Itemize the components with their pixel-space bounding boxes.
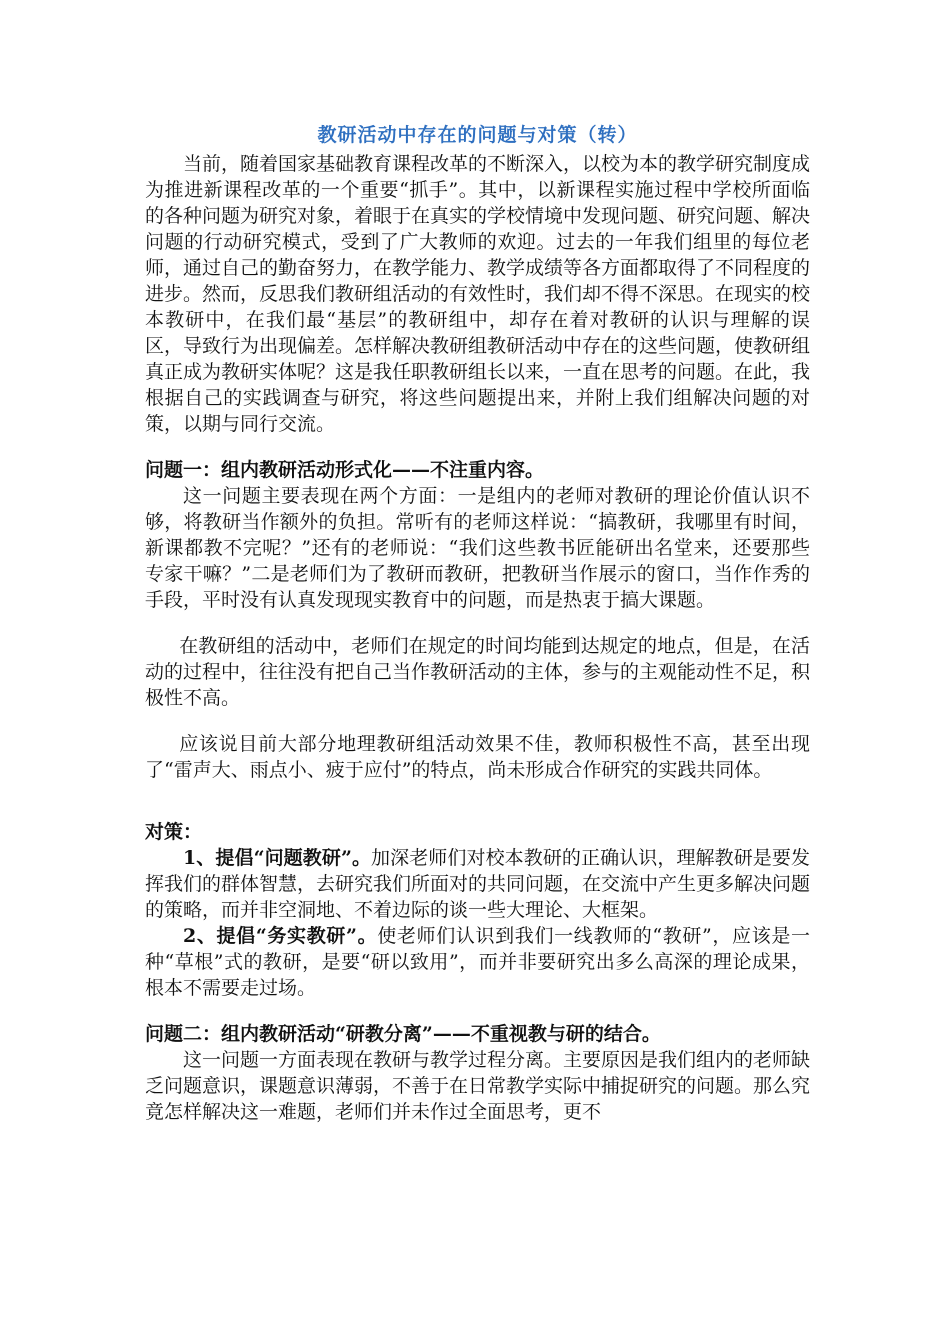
spacer (145, 783, 810, 819)
spacer (145, 437, 810, 457)
document-title: 教研活动中存在的问题与对策（转） (317, 124, 638, 146)
countermeasure-item-2-label: 2、提倡“务实教研”。 (183, 925, 378, 947)
countermeasure-item-1-text: 加深老师们对校本教研的正确认识，理解教研是要发挥我们的群体智慧，去研究我们所面对的共同问题，在交流中产生更多解决问题的策略，而并非空洞地、不着边际的谈一些大理论、大框架。 (145, 847, 811, 921)
problem2-heading: 问题二：组内教研活动“研教分离”——不重视教与研的结合。 (145, 1023, 661, 1045)
countermeasure-item-2 (145, 923, 810, 1001)
intro-paragraph: 当前，随着国家基础教育课程改革的不断深入，以校为本的教学研究制度成为推进新课程改革的一个重要“抓手”。其中，以新课程实施过程中学校所面临的各种问题为研究对象，着眼于在真实的学校情境中发现问题、研究问题、解决问题的行动研究模式，受到了广大教师的欢迎。过去的一年我们组里的每位老师，通过自己的勤奋努力，在教学能力、教学成绩等各方面都取得了不同程度的进步。然而，反思我们教研组活动的有效性时，我们却不得不深思。在现实的校本教研中，在我们最“基层”的教研组中，却存在着对教研的认识与理解的误区，导致行为出现偏差。怎样解决教研组教研活动中存在的这些问题，使教研组真正成为教研实体呢？这是我任职教研组长以来，一直在思考的问题。在此，我根据自己的实践调查与研究，将这些问题提出来，并附上我们组解决问题的对策，以期与同行交流。 (145, 153, 811, 435)
spacer (145, 613, 810, 633)
problem1-paragraph-3: 应该说目前大部分地理教研组活动效果不佳，教师积极性不高，甚至出现了“雷声大、雨点小、疲于应付”的特点，尚未形成合作研究的实践共同体。 (145, 733, 810, 781)
countermeasures-heading: 对策： (145, 821, 203, 843)
problem1-heading: 问题一：组内教研活动形式化——不注重内容。 (145, 459, 545, 481)
problem2-paragraph-1: 这一问题一方面表现在教研与教学过程分离。主要原因是我们组内的老师缺乏问题意识，课题意识薄弱，不善于在日常教学实际中捕捉研究的问题。那么究竟怎样解决这一难题，老师们并未作过全面思考，更不 (145, 1049, 811, 1123)
problem1-paragraph-1: 这一问题主要表现在两个方面：一是组内的老师对教研的理论价值认识不够，将教研当作额外的负担。常听有的老师这样说：“搞教研，我哪里有时间，新课都教不完呢？”还有的老师说：“我们这些教书匠能研出名堂来，还要那些专家干嘛？”二是老师们为了教研而教研，把教研当作展示的窗口，当作作秀的手段，平时没有认真发现现实教育中的问题，而是热衷于搞大课题。 (145, 485, 810, 611)
problem1-paragraph-2: 在教研组的活动中，老师们在规定的时间均能到达规定的地点，但是，在活动的过程中，往往没有把自己当作教研活动的主体，参与的主观能动性不足，积极性不高。 (145, 635, 811, 709)
document-page (145, 122, 810, 1125)
countermeasure-item-2-text: 使老师们认识到我们一线教师的“教研”，应该是一种“草根”式的教研，是要“研以致用”，而并非要研究出多么高深的理论成果，根本不需要走过场。 (145, 925, 811, 999)
spacer (145, 711, 810, 731)
countermeasure-item-1 (145, 845, 810, 923)
countermeasure-item-1-label: 1、提倡“问题教研”。 (183, 847, 372, 869)
spacer (145, 1001, 810, 1021)
